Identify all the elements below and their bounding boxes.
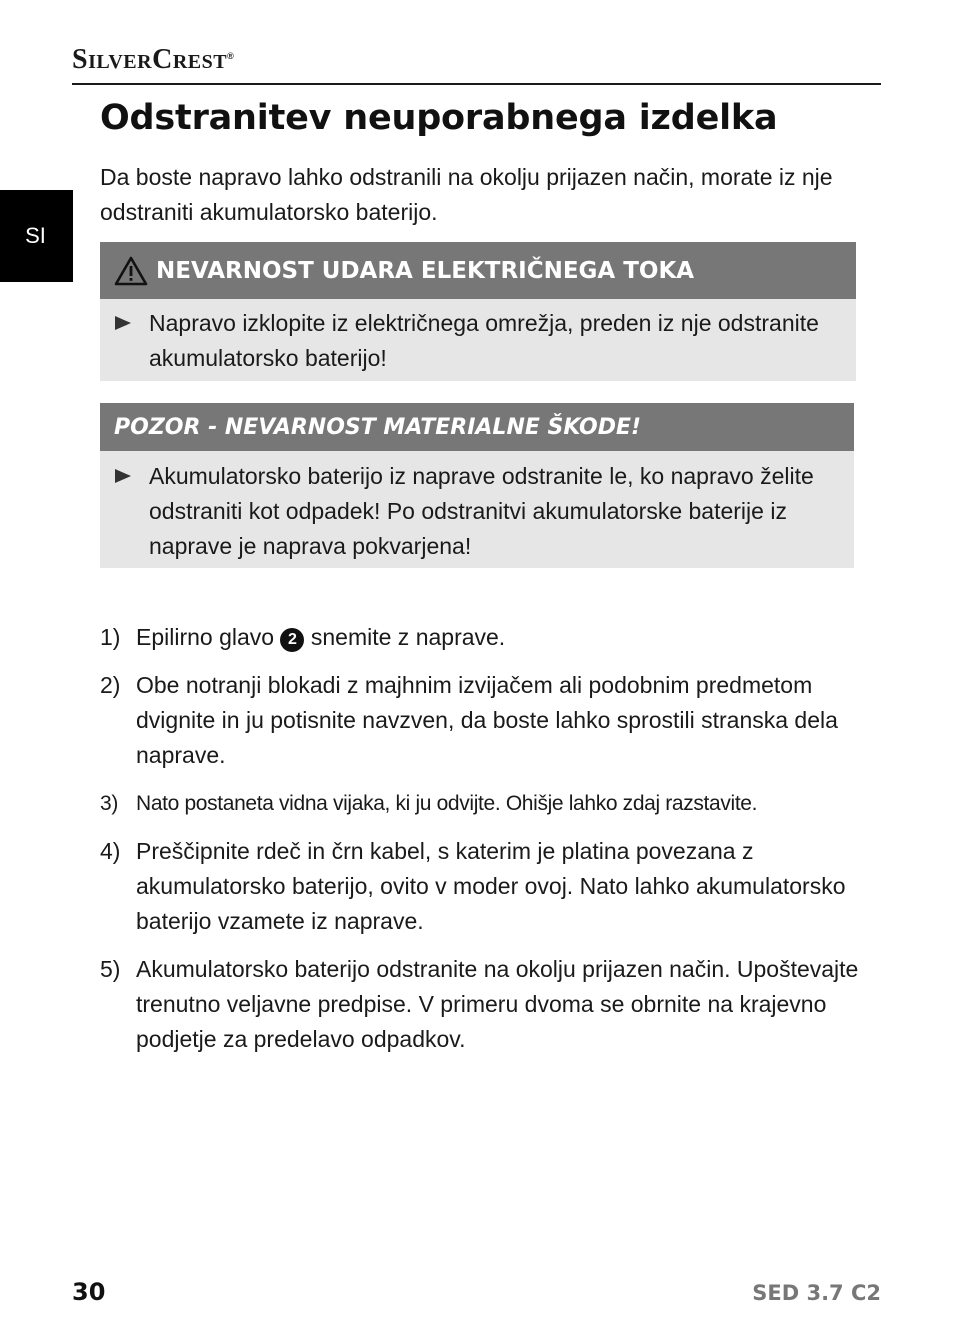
list-item	[100, 952, 860, 1057]
list-item	[100, 834, 860, 939]
intro-paragraph: Da boste napravo lahko odstranili na okolju prijazen način, morate iz nje odstraniti akumulatorsko baterijo.	[100, 164, 833, 225]
language-tab	[0, 190, 73, 282]
step-number: 1)	[100, 624, 121, 650]
step-text: Obe notranji blokadi z majhnim izvijačem ali podobnim predmetom dvignite in ju potisnite navzven, da boste lahko sprostili stranska dela naprave.	[136, 672, 838, 768]
caution-heading-bar	[100, 403, 854, 451]
list-item	[100, 786, 860, 821]
list-item	[100, 620, 860, 655]
caution-body	[100, 451, 854, 564]
step-text: Akumulatorsko baterijo odstranite na okolju prijazen način. Upoštevajte trenutno veljavne predpise. V primeru dvoma se obrnite na krajevno podjetje za predelavo odpadkov.	[136, 956, 859, 1052]
brand-logo: SILVERCREST®	[72, 44, 235, 75]
step-text: Nato postaneta vidna vijaka, ki ju odvijte. Ohišje lahko zdaj razstavite.	[136, 792, 758, 815]
page-number: 30	[72, 1278, 106, 1306]
electric-shock-warning-box	[100, 242, 856, 381]
language-tab-label: SI	[25, 223, 46, 248]
number-badge-2-icon: 2	[280, 628, 304, 652]
step-number: 5)	[100, 956, 121, 982]
warning-body	[100, 299, 856, 376]
model-number: SED 3.7 C2	[752, 1281, 881, 1305]
caution-heading: POZOR - NEVARNOST MATERIALNE ŠKODE!	[114, 414, 642, 440]
header-rule	[72, 83, 881, 85]
step-number: 4)	[100, 838, 121, 864]
warning-text: Napravo izklopite iz električnega omrežja, preden iz nje odstranite akumulatorsko baterijo!	[149, 310, 819, 371]
step-text: Preščipnite rdeč in črn kabel, s katerim je platina povezana z akumulatorsko baterijo, ovito v moder ovoj. Nato lahko akumulatorsko baterijo vzamete iz naprave.	[136, 838, 846, 934]
list-item	[100, 668, 860, 773]
step-text-after: snemite z naprave.	[310, 624, 506, 650]
material-damage-caution-box	[100, 403, 854, 568]
warning-triangle-icon	[114, 256, 148, 286]
step-number: 2)	[100, 672, 121, 698]
disposal-steps-list	[100, 620, 860, 1070]
arrow-bullet-icon	[115, 316, 131, 330]
arrow-bullet-icon	[115, 469, 131, 483]
section-title: Odstranitev neuporabnega izdelka	[100, 98, 778, 138]
step-text-before: Epilirno glavo	[136, 624, 275, 650]
warning-heading: NEVARNOST UDARA ELEKTRIČNEGA TOKA	[156, 257, 695, 284]
warning-heading-bar	[100, 242, 856, 299]
step-number: 3)	[100, 792, 118, 815]
caution-text: Akumulatorsko baterijo iz naprave odstranite le, ko napravo želite odstraniti kot odpadek! Po odstranitvi akumulatorske baterije iz naprave je naprava pokvarjena!	[149, 463, 814, 559]
